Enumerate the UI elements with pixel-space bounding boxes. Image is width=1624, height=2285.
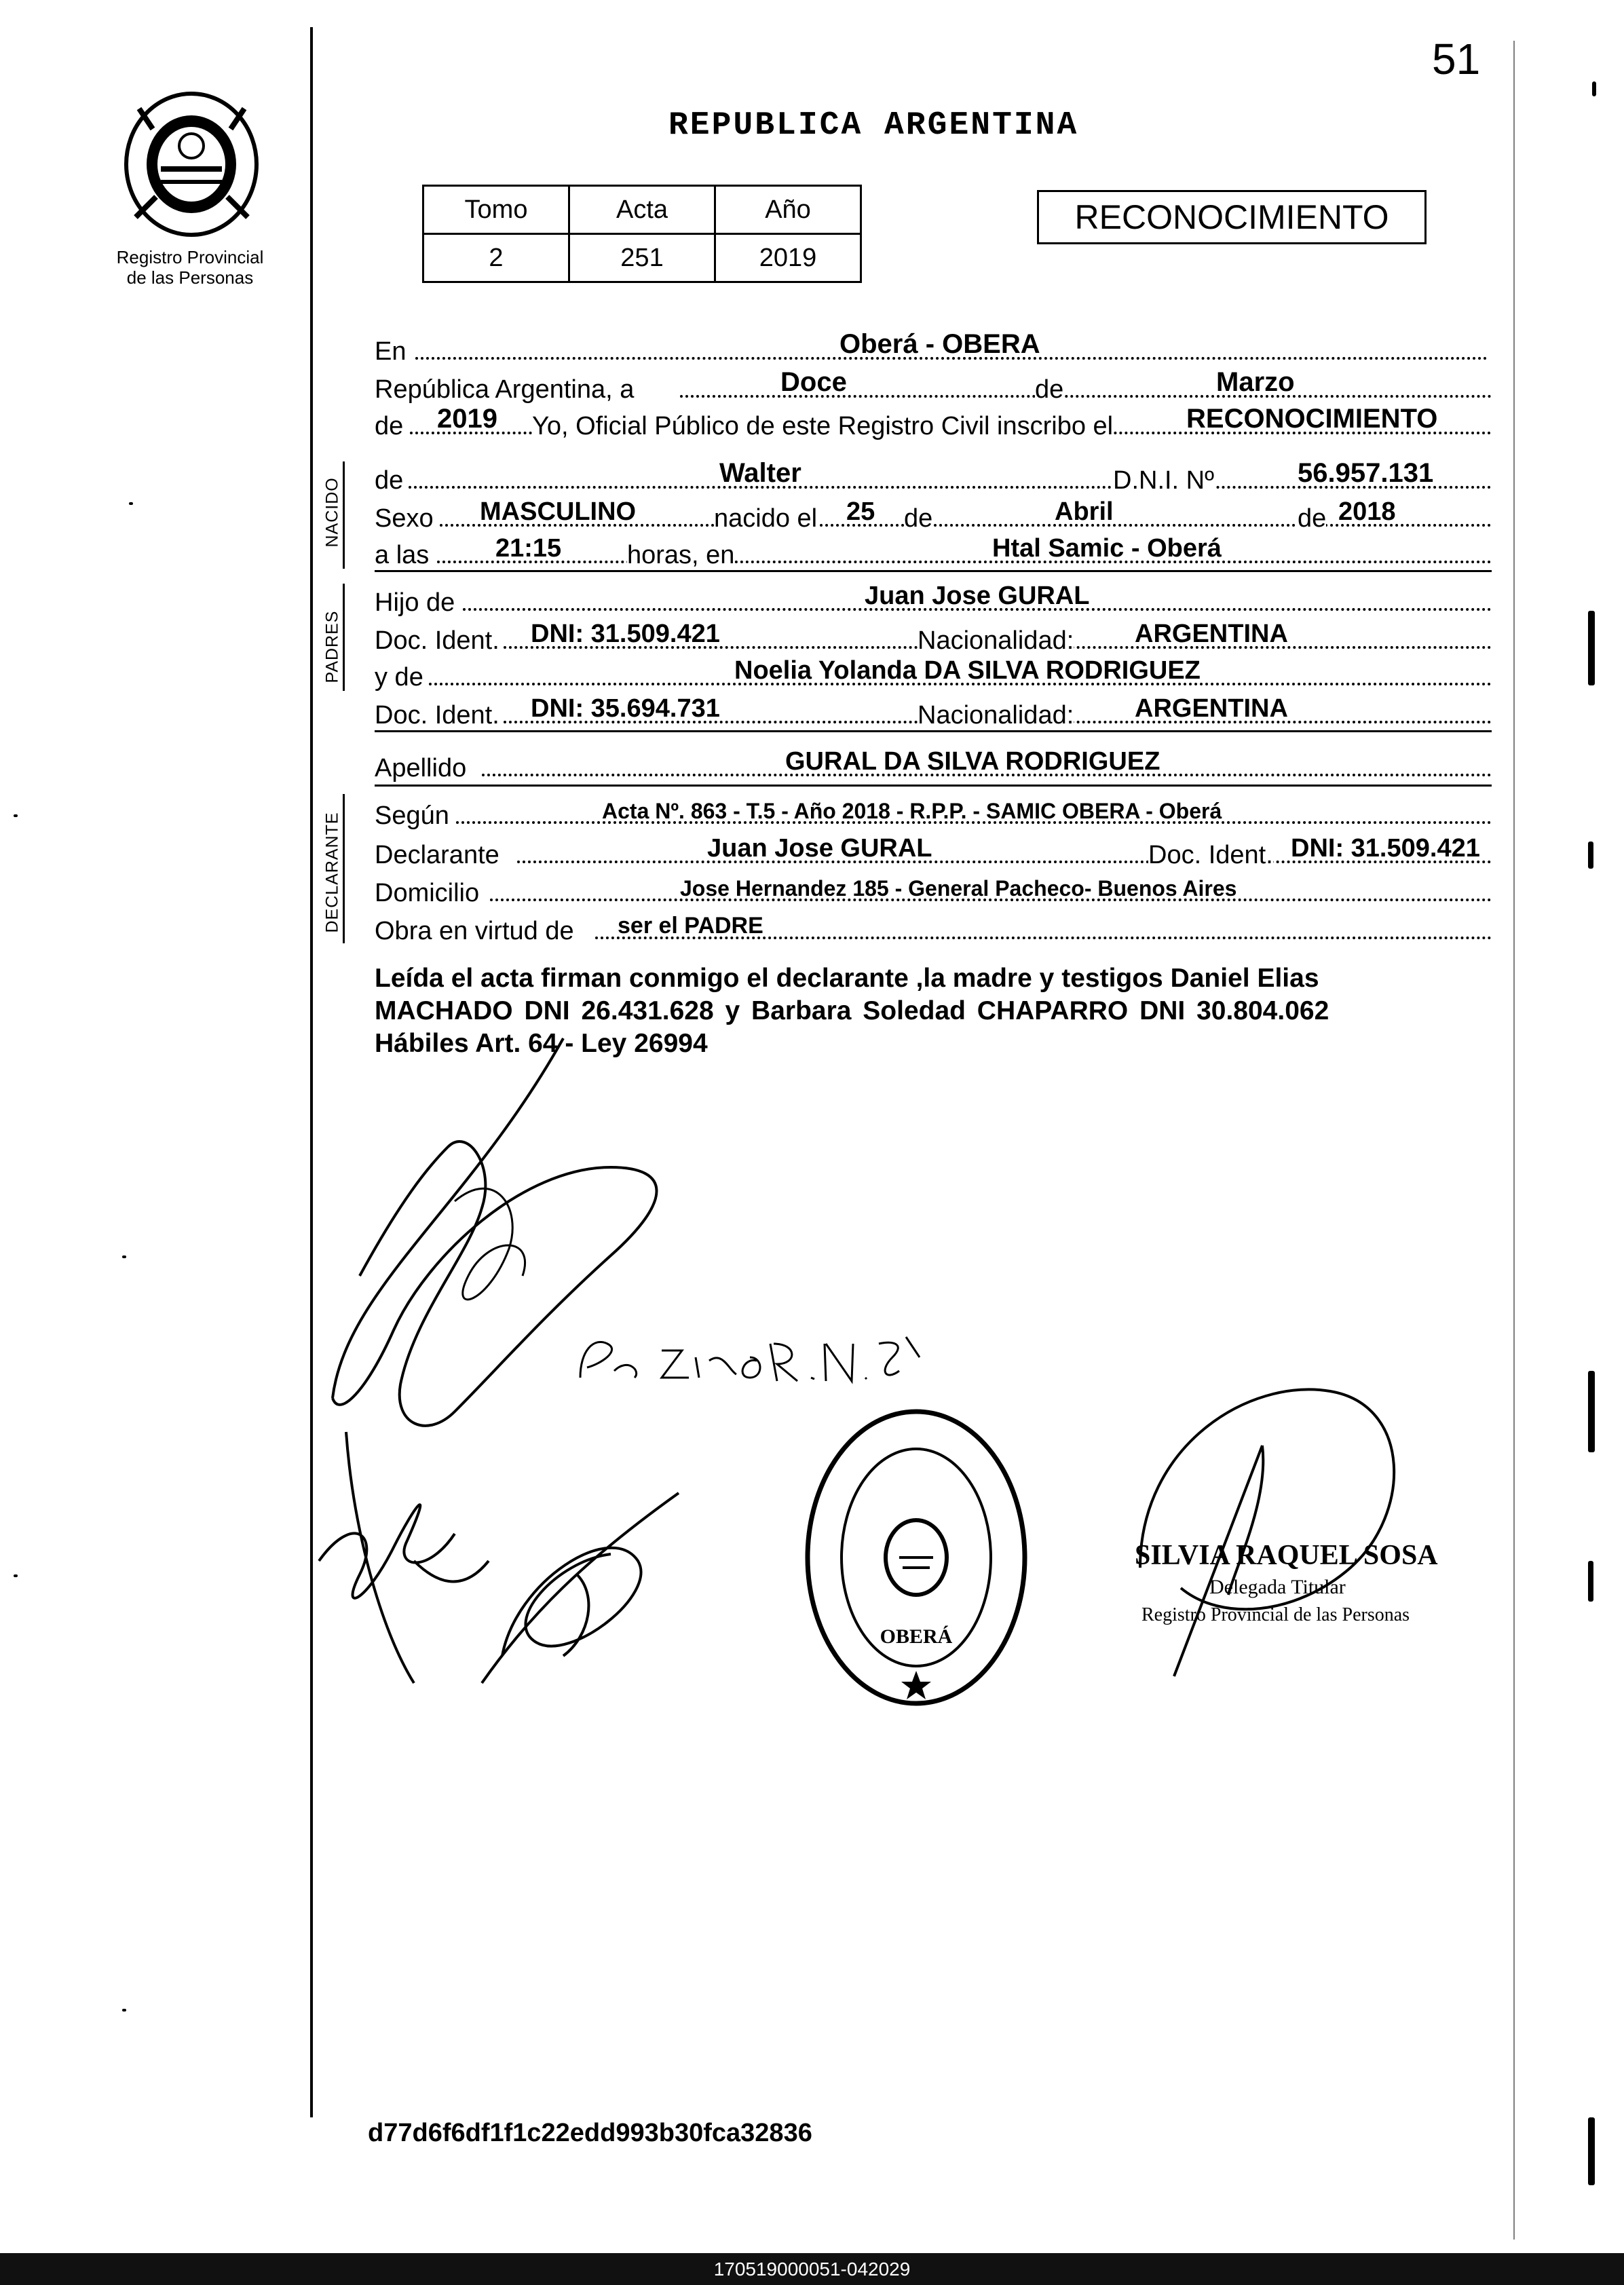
declarant-label: Declarante bbox=[375, 841, 499, 869]
born-de-label: de bbox=[904, 504, 933, 533]
obra-label: Obra en virtud de bbox=[375, 917, 574, 945]
logo-caption-line2: de las Personas bbox=[126, 267, 254, 288]
value-tomo: 2 bbox=[423, 234, 569, 282]
hours-label: horas, en bbox=[627, 541, 735, 569]
row-child-time bbox=[375, 529, 1492, 570]
year-de-label: de bbox=[375, 412, 404, 440]
scan-dot bbox=[14, 1574, 18, 1577]
child-name: Walter bbox=[719, 458, 801, 488]
scan-mark bbox=[1592, 81, 1596, 96]
mother-nat-label: Nacionalidad: bbox=[918, 701, 1074, 730]
obra-value: ser el PADRE bbox=[618, 913, 763, 939]
born-place: Htal Samic - Oberá bbox=[992, 534, 1222, 563]
row-child-name bbox=[375, 455, 1492, 495]
scan-mark bbox=[1588, 842, 1593, 869]
mother-nat: ARGENTINA bbox=[1135, 694, 1288, 723]
official-name: SILVIA RAQUEL SOSA bbox=[1135, 1540, 1438, 1571]
declarant-doc-label: Doc. Ident. bbox=[1148, 841, 1273, 869]
scan-mark bbox=[1588, 2117, 1595, 2185]
segun-label: Según bbox=[375, 801, 449, 830]
place-label: En bbox=[375, 337, 407, 366]
scan-dot bbox=[129, 502, 133, 505]
logo-caption-line1: Registro Provincial bbox=[116, 247, 264, 267]
domicile-value: Jose Hernandez 185 - General Pacheco- Buenos Aires bbox=[680, 876, 1237, 901]
seal-bottom-text: OBERÁ bbox=[880, 1625, 953, 1648]
official-role: Delegada Titular bbox=[1209, 1576, 1346, 1598]
declarant-name: Juan Jose GURAL bbox=[707, 834, 932, 863]
header-anio: Año bbox=[715, 186, 861, 234]
scan-mark bbox=[1588, 1371, 1595, 1452]
page-number: 51 bbox=[1432, 35, 1481, 83]
scan-dot bbox=[122, 2009, 126, 2012]
surname-label: Apellido bbox=[375, 754, 467, 782]
section-label-nacido: NACIDO bbox=[322, 477, 342, 548]
handwritten-note-graphic bbox=[573, 1330, 926, 1391]
scan-mark bbox=[1588, 1561, 1593, 1602]
child-sex: MASCULINO bbox=[480, 497, 637, 526]
father-name: Juan Jose GURAL bbox=[865, 582, 1090, 610]
surname-value: GURAL DA SILVA RODRIGUEZ bbox=[785, 747, 1160, 776]
time-label: a las bbox=[375, 541, 430, 569]
header-acta: Acta bbox=[569, 186, 715, 234]
row-father bbox=[375, 577, 1492, 618]
footer-code: 170519000051-042029 bbox=[0, 2253, 1624, 2285]
row-obra bbox=[375, 905, 1492, 946]
declarant-doc: DNI: 31.509.421 bbox=[1291, 834, 1480, 863]
coat-of-arms-icon bbox=[119, 88, 265, 241]
row-child-sex bbox=[375, 493, 1492, 533]
signature-official bbox=[1127, 1364, 1466, 1703]
mother-doc-label: Doc. Ident. bbox=[375, 701, 499, 730]
closing-line-3: Hábiles Art. 64 - Ley 26994 bbox=[375, 1029, 708, 1058]
official-seal bbox=[801, 1405, 1032, 1717]
father-doc: DNI: 31.509.421 bbox=[531, 620, 720, 648]
child-dni-label: D.N.I. Nº bbox=[1113, 466, 1214, 495]
mother-doc: DNI: 35.694.731 bbox=[531, 694, 720, 723]
born-year: 2018 bbox=[1338, 497, 1396, 526]
row-year-act bbox=[375, 400, 1492, 441]
signature-mother bbox=[299, 1425, 502, 1697]
row-place bbox=[375, 326, 1492, 366]
value-anio: 2019 bbox=[715, 234, 861, 282]
child-dni: 56.957.131 bbox=[1298, 458, 1434, 488]
father-nat: ARGENTINA bbox=[1135, 620, 1288, 648]
row-father-doc bbox=[375, 615, 1492, 656]
closing-line-2: MACHADO DNI 26.431.628 y Barbara Soledad CHAPARRO DNI 30.804.062 bbox=[375, 996, 1329, 1025]
act-value: RECONOCIMIENTO bbox=[1186, 404, 1438, 434]
section-label-padres: PADRES bbox=[322, 610, 342, 683]
document-title: REPUBLICA ARGENTINA bbox=[668, 107, 1079, 144]
header-tomo: Tomo bbox=[423, 186, 569, 234]
scan-dot bbox=[14, 814, 18, 817]
row-domicile bbox=[375, 867, 1492, 908]
margin-line bbox=[310, 27, 313, 2117]
place-value: Oberá - OBERA bbox=[839, 329, 1040, 359]
sex-label: Sexo bbox=[375, 504, 434, 533]
row-surname bbox=[375, 742, 1492, 783]
date-month: Marzo bbox=[1216, 367, 1295, 397]
row-segun bbox=[375, 790, 1492, 831]
segun-value: Acta Nº. 863 - T.5 - Año 2018 - R.P.P. - SAMIC OBERA - Oberá bbox=[602, 799, 1222, 823]
date-day: Doce bbox=[780, 367, 847, 397]
born-de2-label: de bbox=[1298, 504, 1327, 533]
mother-name: Noelia Yolanda DA SILVA RODRIGUEZ bbox=[734, 656, 1201, 685]
province-logo bbox=[119, 88, 265, 241]
official-office: Registro Provincial de las Personas bbox=[1141, 1604, 1410, 1625]
inscription-text: Yo, Oficial Público de este Registro Civil inscribo el bbox=[532, 412, 1114, 440]
born-month: Abril bbox=[1055, 497, 1114, 526]
scan-mark bbox=[1588, 611, 1595, 685]
date-de-label: de bbox=[1035, 375, 1064, 404]
row-mother bbox=[375, 651, 1492, 692]
record-type-box: RECONOCIMIENTO bbox=[1037, 190, 1427, 244]
right-edge-line bbox=[1513, 41, 1515, 2240]
closing-line-1: Leída el acta firman conmigo el declarante ,la madre y testigos Daniel Elias bbox=[375, 964, 1319, 993]
document-hash: d77d6f6df1f1c22edd993b30fca32836 bbox=[368, 2119, 812, 2147]
father-nat-label: Nacionalidad: bbox=[918, 626, 1074, 655]
section-label-declarante: DECLARANTE bbox=[322, 812, 342, 933]
child-name-label: de bbox=[375, 466, 404, 495]
father-doc-label: Doc. Ident. bbox=[375, 626, 499, 655]
father-label: Hijo de bbox=[375, 588, 455, 617]
born-day: 25 bbox=[846, 497, 875, 526]
mother-label: y de bbox=[375, 663, 423, 692]
row-mother-doc bbox=[375, 690, 1492, 730]
signature-witnesses bbox=[475, 1479, 692, 1697]
row-declarant bbox=[375, 829, 1492, 870]
row-date bbox=[375, 364, 1492, 404]
value-acta: 251 bbox=[569, 234, 715, 282]
register-table bbox=[422, 185, 862, 283]
domicile-label: Domicilio bbox=[375, 879, 480, 907]
country-label: República Argentina, a bbox=[375, 375, 635, 404]
born-time: 21:15 bbox=[495, 534, 562, 563]
date-year: 2019 bbox=[437, 404, 497, 434]
scan-dot bbox=[122, 1255, 126, 1258]
born-label: nacido el bbox=[714, 504, 818, 533]
